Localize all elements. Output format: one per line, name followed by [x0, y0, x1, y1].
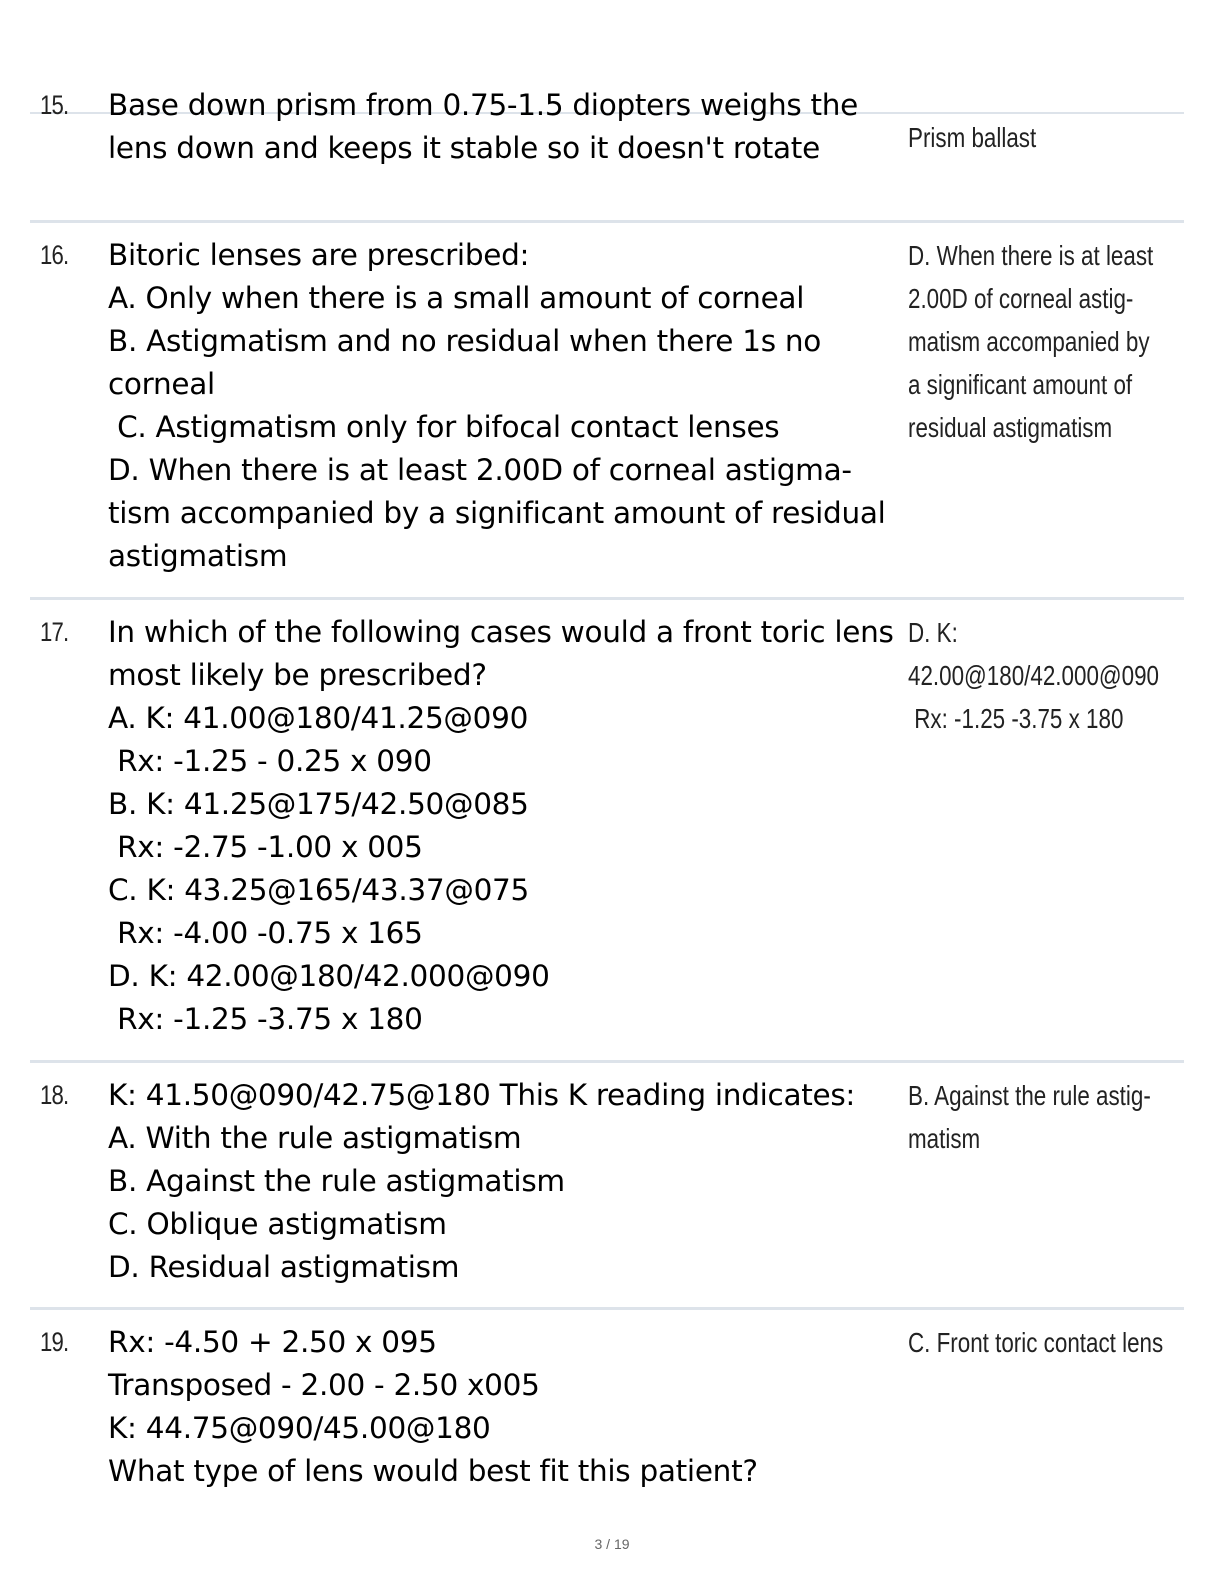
question-text — [108, 1321, 908, 1493]
answer-line: matism accompanied by — [908, 326, 1150, 357]
question-line: K: 41.50@090/42.75@180 This K reading indicates: — [108, 1078, 856, 1112]
answer-text — [908, 611, 1160, 740]
question-line: C. Astigmatism only for bifocal contact lenses — [108, 410, 780, 444]
question-line: A. Only when there is a small amount of corneal — [108, 281, 805, 315]
question-line: lens down and keeps it stable so it doesn't rotate — [108, 131, 820, 165]
answer-line: 42.00@180/42.000@090 — [908, 660, 1160, 691]
question-text — [108, 84, 908, 170]
question-line: Rx: -4.00 -0.75 x 165 — [108, 916, 423, 950]
question-line: B. Against the rule astigmatism — [108, 1164, 565, 1198]
divider — [30, 1060, 1184, 1063]
answer-line: a significant amount of — [908, 369, 1133, 400]
answer-line: D. K: — [908, 617, 958, 648]
answer-line: D. When there is at least — [908, 240, 1154, 271]
question-line: Bitoric lenses are prescribed: — [108, 238, 530, 272]
question-line: Transposed - 2.00 - 2.50 x005 — [108, 1368, 540, 1402]
answer-text — [908, 116, 1148, 159]
divider — [30, 597, 1184, 600]
question-text — [108, 1074, 908, 1289]
question-line: Rx: -2.75 -1.00 x 005 — [108, 830, 423, 864]
question-line: astigmatism — [108, 539, 288, 573]
question-line: tism accompanied by a significant amount of residual — [108, 496, 886, 530]
page-indicator: 3 / 19 — [594, 1536, 630, 1552]
question-line: What type of lens would best fit this patient? — [108, 1454, 758, 1488]
question-line: D. When there is at least 2.00D of corneal astigma- — [108, 453, 852, 487]
card-number: 16. — [40, 240, 69, 270]
card-number: 18. — [40, 1080, 69, 1110]
answer-text — [908, 1074, 1151, 1160]
question-line: B. K: 41.25@175/42.50@085 — [108, 787, 529, 821]
question-line: A. K: 41.00@180/41.25@090 — [108, 701, 529, 735]
question-text — [108, 234, 908, 578]
answer-text — [908, 1321, 1164, 1364]
divider — [30, 1307, 1184, 1310]
answer-line: B. Against the rule astig- — [908, 1080, 1151, 1111]
question-line: C. Oblique astigmatism — [108, 1207, 447, 1241]
question-line: Rx: -1.25 - 0.25 x 090 — [108, 744, 432, 778]
card-number: 17. — [40, 617, 69, 647]
question-line: corneal — [108, 367, 215, 401]
question-text — [108, 611, 908, 1041]
answer-line: Prism ballast — [908, 122, 1037, 153]
answer-text — [908, 234, 1154, 449]
answer-line: C. Front toric contact lens — [908, 1327, 1164, 1358]
answer-line: 2.00D of corneal astig- — [908, 283, 1134, 314]
question-line: In which of the following cases would a front toric lens — [108, 615, 894, 649]
card-number: 19. — [40, 1327, 69, 1357]
question-line: Rx: -1.25 -3.75 x 180 — [108, 1002, 423, 1036]
question-line: K: 44.75@090/45.00@180 — [108, 1411, 491, 1445]
answer-line: Rx: -1.25 -3.75 x 180 — [908, 703, 1124, 734]
answer-line: matism — [908, 1123, 981, 1154]
question-line: Rx: -4.50 + 2.50 x 095 — [108, 1325, 437, 1359]
question-line: B. Astigmatism and no residual when there 1s no — [108, 324, 821, 358]
question-line: Base down prism from 0.75-1.5 diopters weighs the — [108, 88, 859, 122]
answer-line: residual astigmatism — [908, 412, 1113, 443]
question-line: D. Residual astigmatism — [108, 1250, 460, 1284]
question-line: D. K: 42.00@180/42.000@090 — [108, 959, 550, 993]
question-line: most likely be prescribed? — [108, 658, 487, 692]
card-number: 15. — [40, 90, 69, 120]
question-line: A. With the rule astigmatism — [108, 1121, 522, 1155]
divider — [30, 220, 1184, 223]
question-line: C. K: 43.25@165/43.37@075 — [108, 873, 529, 907]
